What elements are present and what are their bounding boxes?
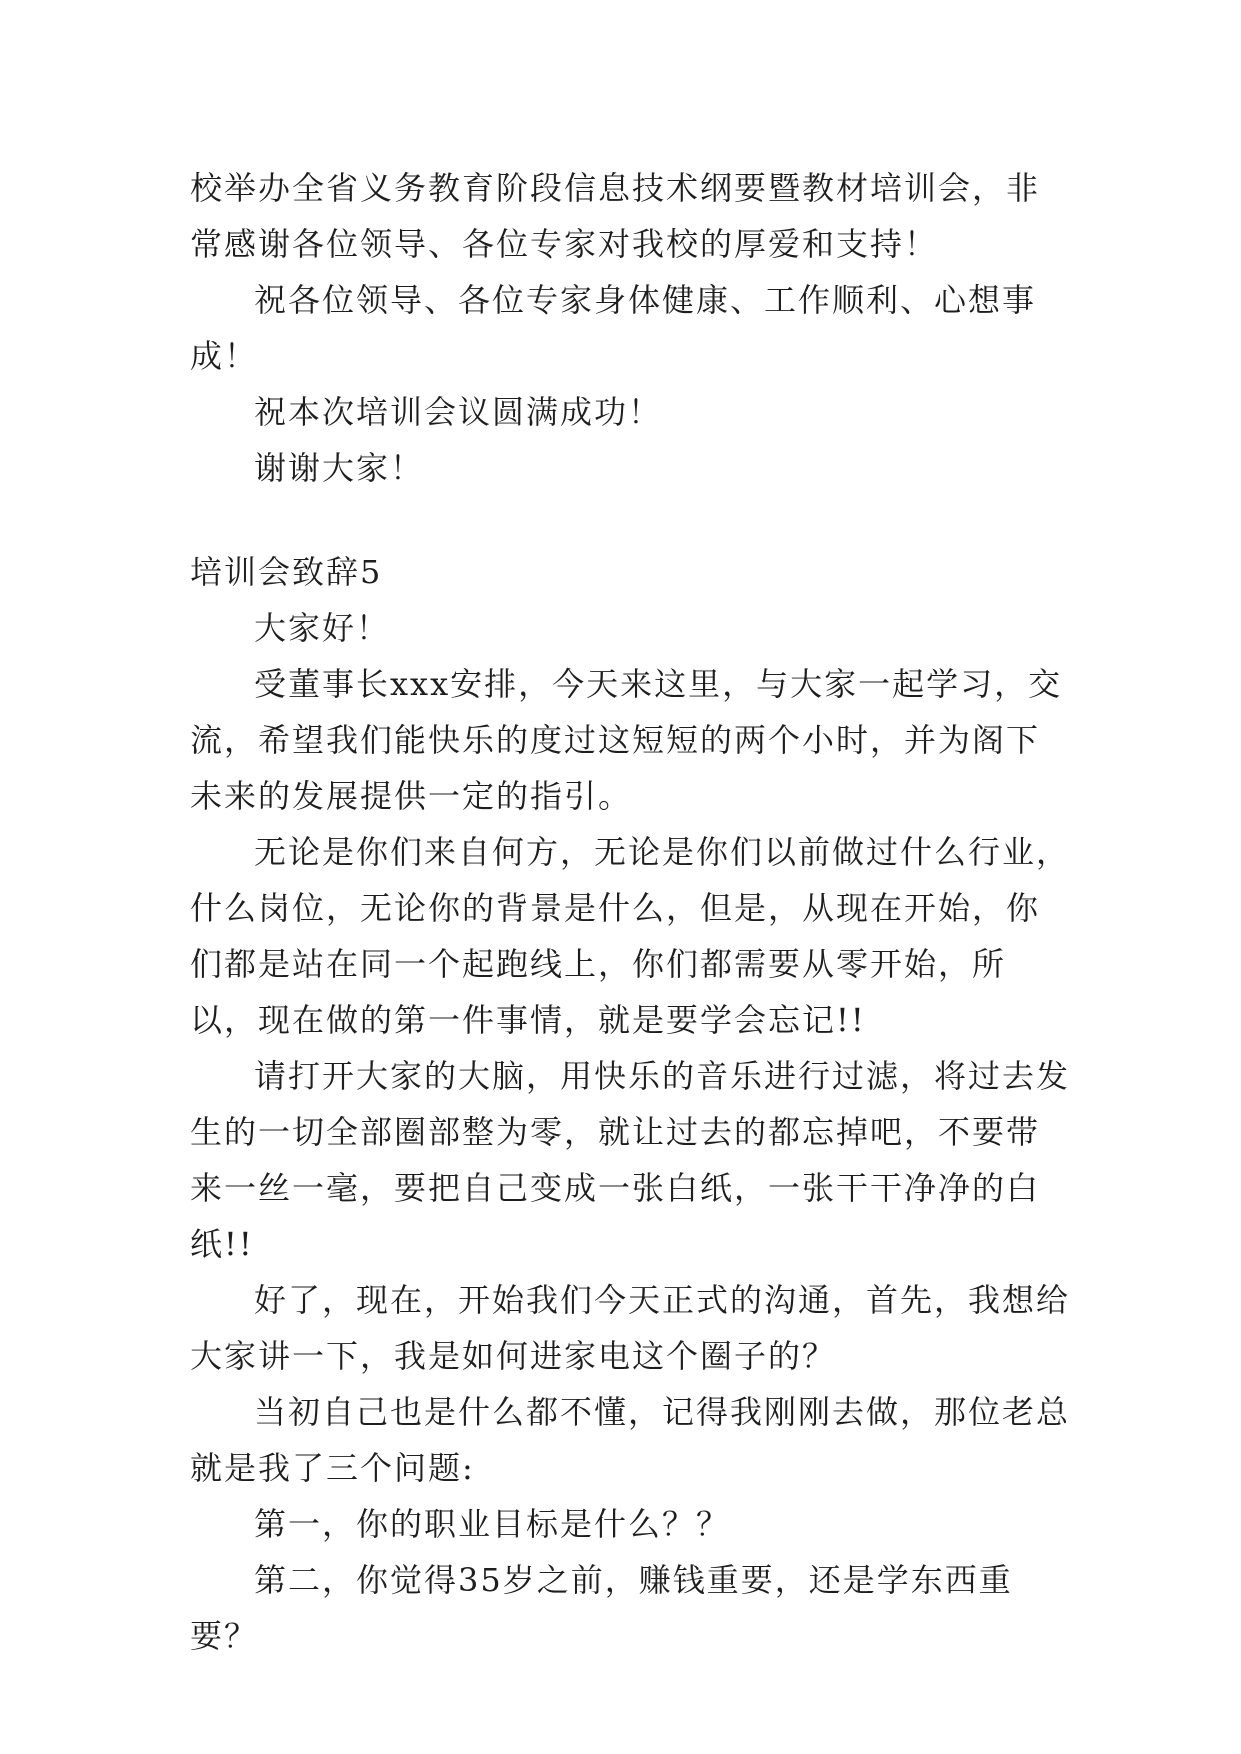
paragraph-forget: 请打开大家的大脑，用快乐的音乐进行过滤，将过去发生的一切全部圈部整为零，就让过去的都忘掉吧，不要带来一丝一毫，要把自己变成一张白纸，一张干干净净的白纸!!: [190, 1057, 1071, 1263]
paragraph-continued: 校举办全省义务教育阶段信息技术纲要暨教材培训会，非常感谢各位领导、各位专家对我校的厚爱和支持！: [190, 169, 1041, 263]
paragraph-question-2: 第二，你觉得35岁之前，赚钱重要，还是学东西重要？: [190, 1561, 1013, 1655]
paragraph-background: 无论是你们来自何方，无论是你们以前做过什么行业，什么岗位，无论你的背景是什么，但是，从现在开始，你们都是站在同一个起跑线上，你们都需要从零开始，所以，现在做的第一件事情，就是要学会忘记!!: [190, 833, 1071, 1039]
paragraph-thanks: 谢谢大家！: [254, 449, 425, 487]
paragraph-wish: 祝本次培训会议圆满成功！: [254, 393, 663, 431]
paragraph-questions: 当初自己也是什么都不懂，记得我刚刚去做，那位老总就是我了三个问题:: [190, 1393, 1071, 1487]
paragraph-intro: 受董事长xxx安排，今天来这里，与大家一起学习，交流，希望我们能快乐的度过这短短的两个小时，并为阁下未来的发展提供一定的指引。: [190, 665, 1063, 815]
section-title: 培训会致辞5: [190, 553, 383, 591]
document-body: [190, 160, 1070, 1664]
paragraph-blessing: 祝各位领导、各位专家身体健康、工作顺利、心想事成！: [190, 281, 1037, 375]
paragraph-greeting: 大家好！: [254, 609, 391, 647]
paragraph-start: 好了，现在，开始我们今天正式的沟通，首先，我想给大家讲一下，我是如何进家电这个圈子的？: [190, 1281, 1071, 1375]
paragraph-question-1: 第一，你的职业目标是什么？？: [254, 1505, 731, 1543]
